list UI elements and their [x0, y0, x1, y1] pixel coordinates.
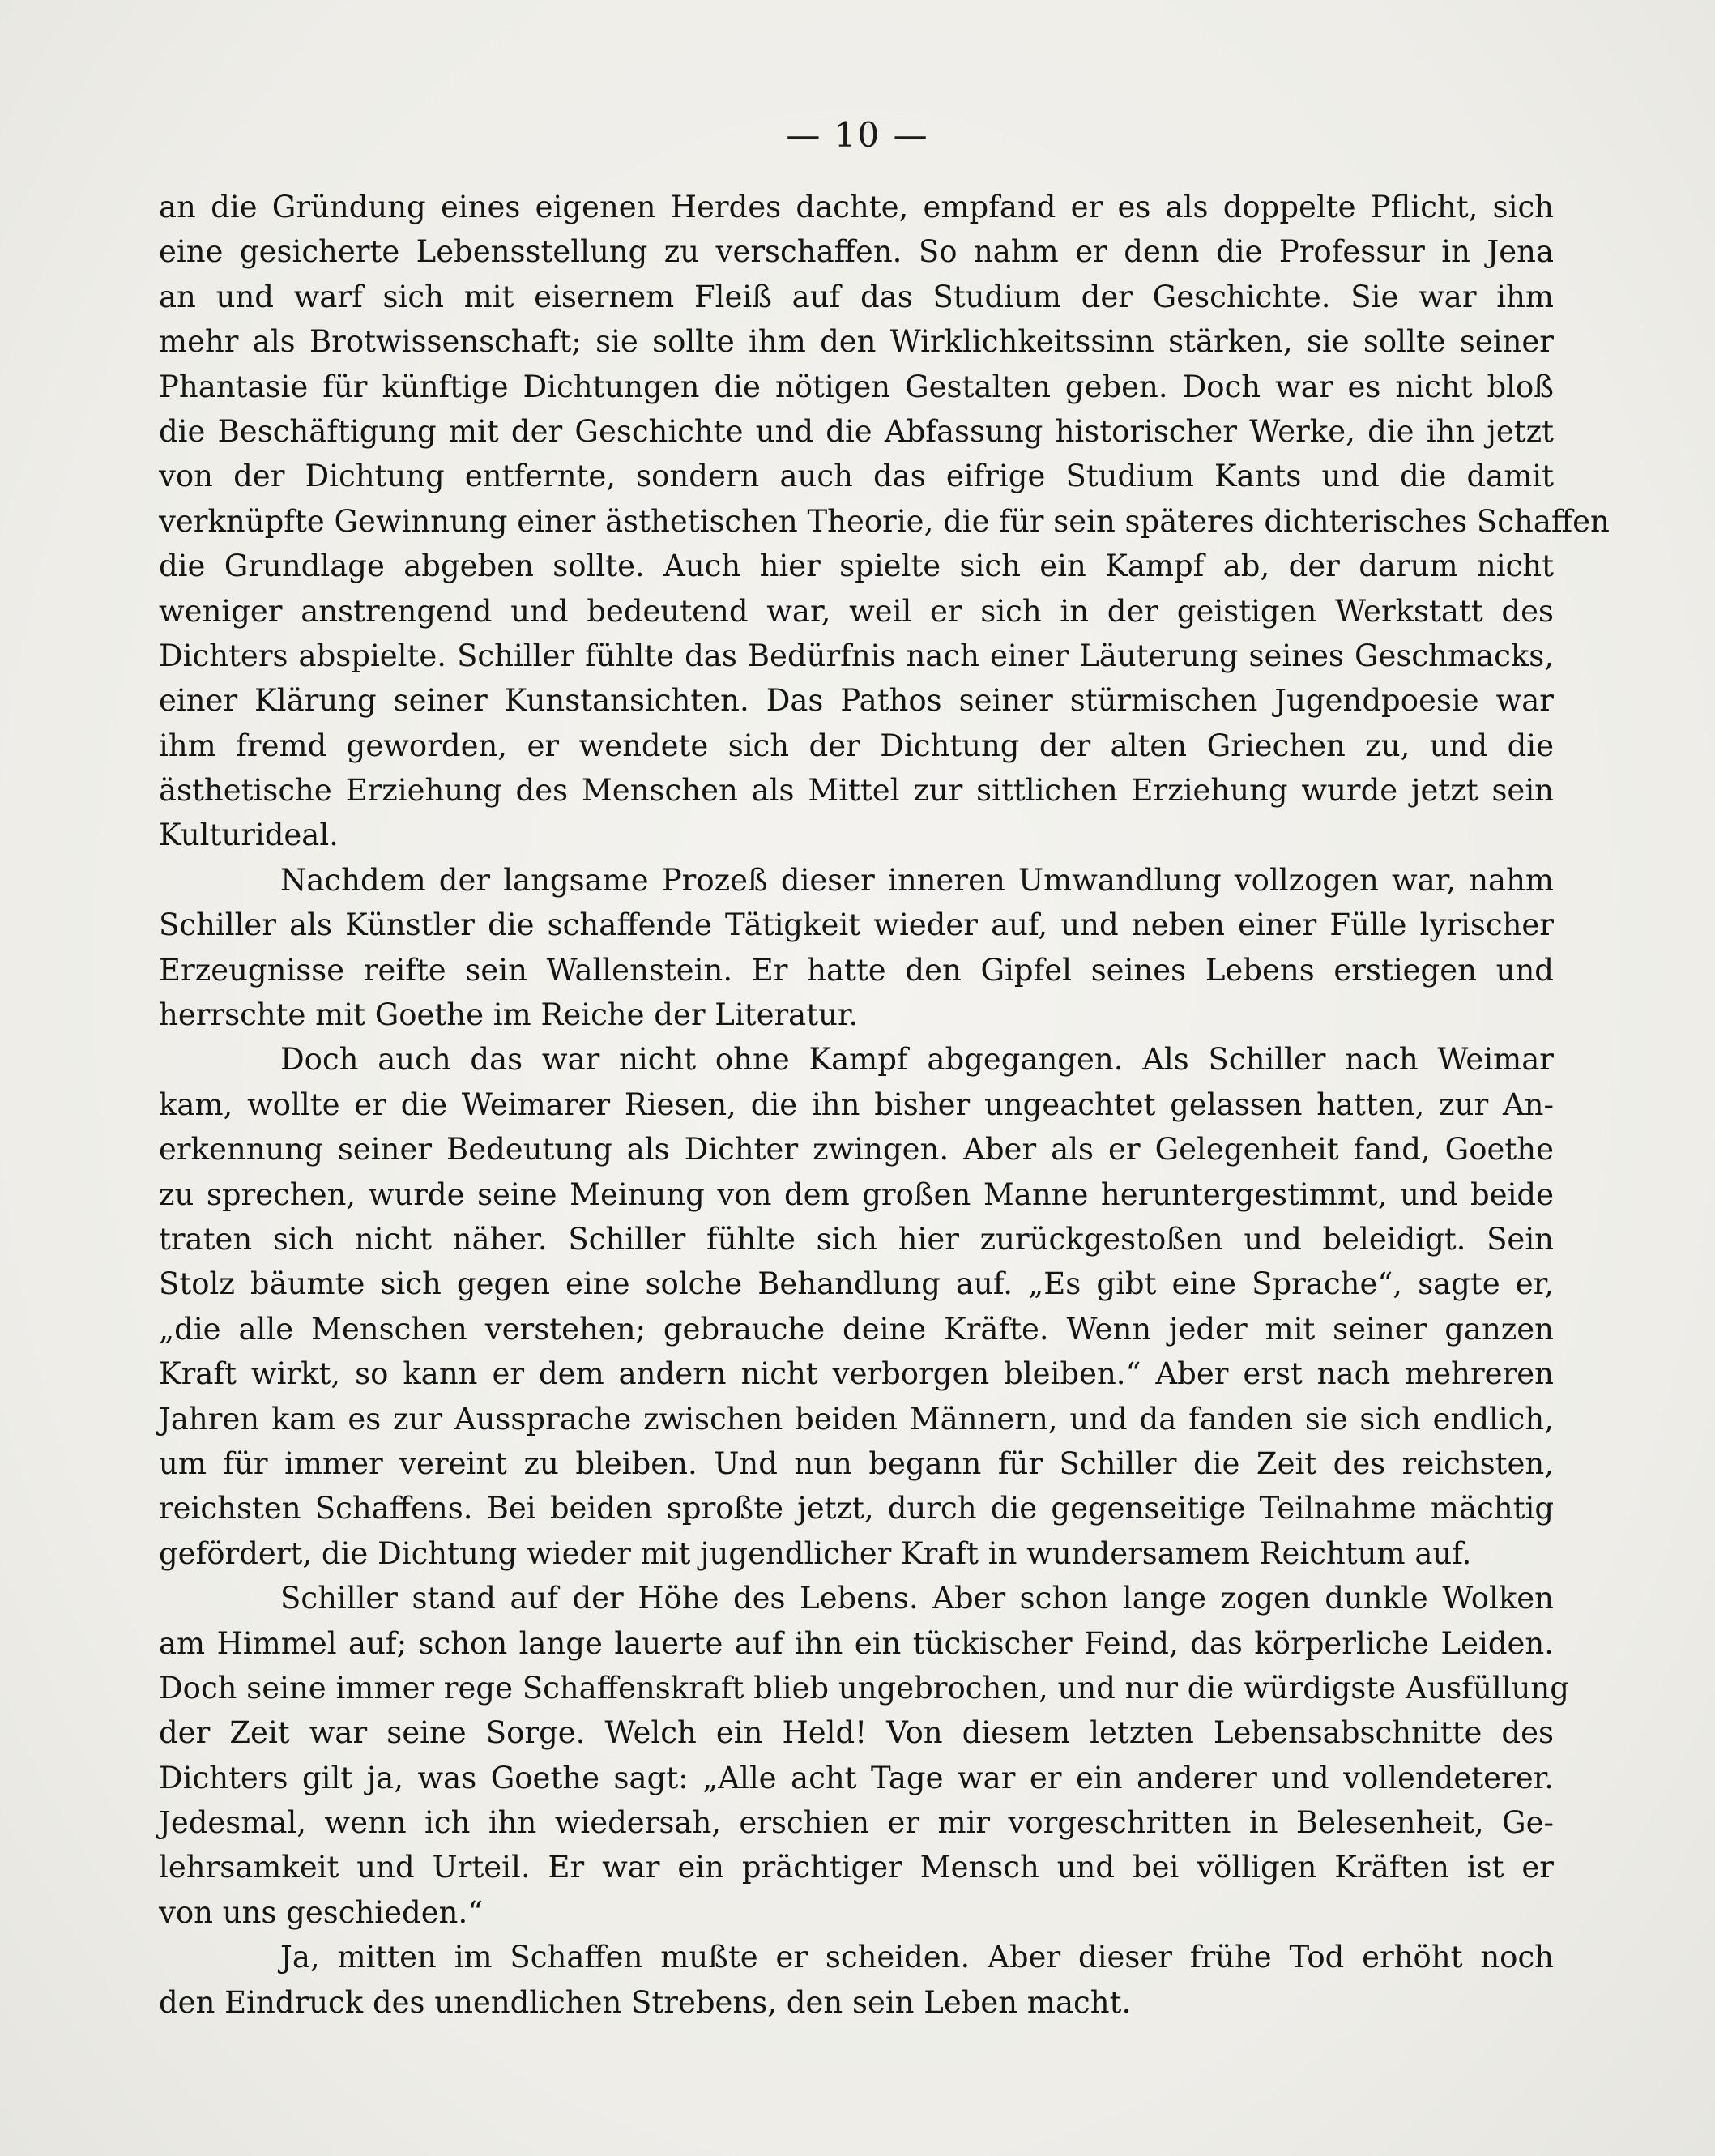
text-line: an und warf sich mit eisernem Fleiß auf das Studium der Geschichte. Sie war ihm [159, 279, 1554, 314]
text-line: traten sich nicht näher. Schiller fühlte sich hier zurückgestoßen und beleidigt. Sein [159, 1221, 1554, 1257]
text-line: eine gesicherte Lebensstellung zu verschaffen. So nahm er denn die Professur in Jena [159, 234, 1554, 270]
text-line: Dichters abspielte. Schiller fühlte das Bedürfnis nach einer Läuterung seines Geschmacks, [159, 638, 1554, 673]
text-line: zu sprechen, wurde seine Meinung von dem großen Manne heruntergestimmt, und beide [159, 1176, 1554, 1212]
text-line: Erzeugnisse reifte sein Wallenstein. Er hatte den Gipfel seines Lebens erstiegen und [159, 952, 1554, 988]
text-line: ihm fremd geworden, er wendete sich der Dichtung der alten Griechen zu, und die [159, 728, 1554, 763]
text-line: herrschte mit Goethe im Reiche der Literatur. [159, 997, 859, 1033]
text-line: Ja, mitten im Schaffen mußte er scheiden. Aber dieser frühe Tod erhöht noch [280, 1940, 1554, 1975]
text-line: kam, wollte er die Weimarer Riesen, die ihn bisher ungeachtet gelassen hatten, zur An- [159, 1087, 1554, 1122]
text-line: einer Klärung seiner Kunstansichten. Das Pathos seiner stürmischen Jugendpoesie war [159, 683, 1554, 719]
text-line: Jedesmal, wenn ich ihn wiedersah, erschien er mir vorgeschritten in Belesenheit, Ge- [159, 1805, 1554, 1841]
text-line: erkennung seiner Bedeutung als Dichter zwingen. Aber als er Gelegenheit fand, Goethe [159, 1132, 1554, 1168]
text-line: Kulturideal. [159, 818, 339, 853]
body-text [159, 185, 1610, 2025]
text-line: verknüpfte Gewinnung einer ästhetischen Theorie, die für sein späteres dichterisches Schaffen [159, 503, 1610, 539]
text-line: Doch auch das war nicht ohne Kampf abgegangen. Als Schiller nach Weimar [280, 1042, 1554, 1078]
text-line: mehr als Brotwissenschaft; sie sollte ihm den Wirklichkeitssinn stärken, sie sollte seiner [159, 324, 1554, 360]
text-line: Dichters gilt ja, was Goethe sagt: „Alle acht Tage war er ein anderer und vollendeterer. [159, 1760, 1554, 1795]
text-line: Nachdem der langsame Prozeß dieser inneren Umwandlung vollzogen war, nahm [280, 862, 1554, 898]
text-line: gefördert, die Dichtung wieder mit jugendlicher Kraft in wundersamem Reichtum auf. [159, 1535, 1472, 1571]
text-line: ästhetische Erziehung des Menschen als Mittel zur sittlichen Erziehung wurde jetzt sein [159, 773, 1554, 809]
text-line: weniger anstrengend und bedeutend war, weil er sich in der geistigen Werkstatt des [159, 593, 1554, 629]
text-line: lehrsamkeit und Urteil. Er war ein prächtiger Mensch und bei völligen Kräften ist er [159, 1850, 1554, 1885]
text-line: von uns geschieden.“ [159, 1894, 484, 1930]
text-line: reichsten Schaffens. Bei beiden sproßte jetzt, durch die gegenseitige Teilnahme mächtig [159, 1491, 1554, 1526]
text-line: Doch seine immer rege Schaffenskraft blieb ungebrochen, und nur die würdigste Ausfüllung [159, 1670, 1569, 1706]
text-line: den Eindruck des unendlichen Strebens, den sein Leben macht. [159, 1984, 1132, 2020]
text-line: Schiller als Künstler die schaffende Tätigkeit wieder auf, und neben einer Fülle lyrischer [159, 907, 1554, 943]
text-line: Jahren kam es zur Aussprache zwischen beiden Männern, und da fanden sie sich endlich, [159, 1401, 1554, 1437]
text-line: der Zeit war seine Sorge. Welch ein Held! Von diesem letzten Lebensabschnitte des [159, 1715, 1554, 1751]
text-line: Stolz bäumte sich gegen eine solche Behandlung auf. „Es gibt eine Sprache“, sagte er, [159, 1266, 1554, 1302]
text-line: Phantasie für künftige Dichtungen die nötigen Gestalten geben. Doch war es nicht bloß [159, 369, 1554, 404]
text-line: um für immer vereint zu bleiben. Und nun begann für Schiller die Zeit des reichsten, [159, 1445, 1554, 1481]
text-line: an die Gründung eines eigenen Herdes dachte, empfand er es als doppelte Pflicht, sich [159, 190, 1554, 224]
text-line: von der Dichtung entfernte, sondern auch das eifrige Studium Kants und die damit [159, 459, 1554, 494]
text-line: „die alle Menschen verstehen; gebrauche deine Kräfte. Wenn jeder mit seiner ganzen [159, 1311, 1554, 1347]
text-line: Schiller stand auf der Höhe des Lebens. Aber schon lange zogen dunkle Wolken [280, 1581, 1554, 1616]
text-line: die Grundlage abgeben sollte. Auch hier spielte sich ein Kampf ab, der darum nicht [159, 549, 1554, 584]
text-line: die Beschäftigung mit der Geschichte und die Abfassung historischer Werke, die ihn jetzt [159, 413, 1554, 449]
text-line: Kraft wirkt, so kann er dem andern nicht verborgen bleiben.“ Aber erst nach mehreren [159, 1356, 1554, 1392]
text-line: am Himmel auf; schon lange lauerte auf ihn ein tückischer Feind, das körperliche Leiden. [159, 1625, 1554, 1661]
page-number: — 10 — [786, 115, 929, 155]
